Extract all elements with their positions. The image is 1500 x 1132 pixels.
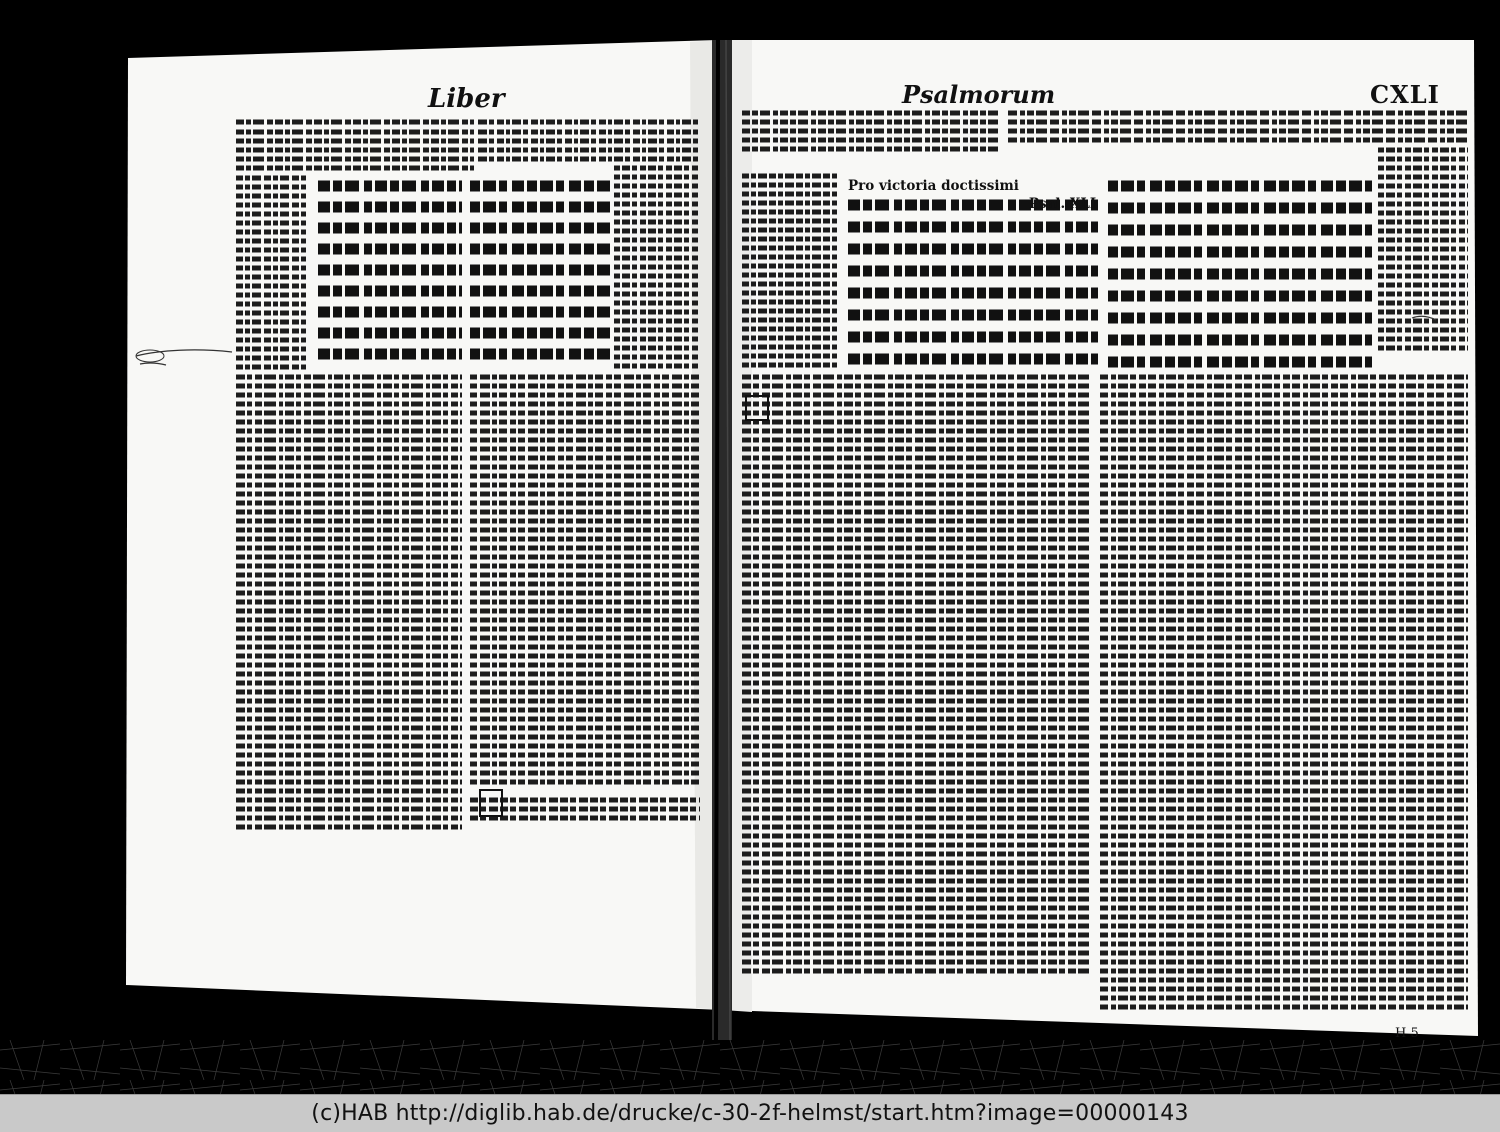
folio-number: CXLI: [1370, 80, 1440, 109]
book-gutter: [712, 40, 732, 1040]
citation-text: (c)HAB http://diglib.hab.de/drucke/c-30-2f-helmst/start.htm?image=00000143: [311, 1101, 1189, 1126]
psalm-number: Psal. XLI: [1028, 196, 1097, 212]
left-running-head: Liber: [428, 84, 505, 114]
citation-bar: [0, 1094, 1500, 1132]
quire-signature: H 5: [1395, 1026, 1419, 1041]
psalm-heading: Pro victoria doctissimi: [848, 178, 1019, 194]
right-running-head: Psalmorum: [902, 80, 1056, 109]
